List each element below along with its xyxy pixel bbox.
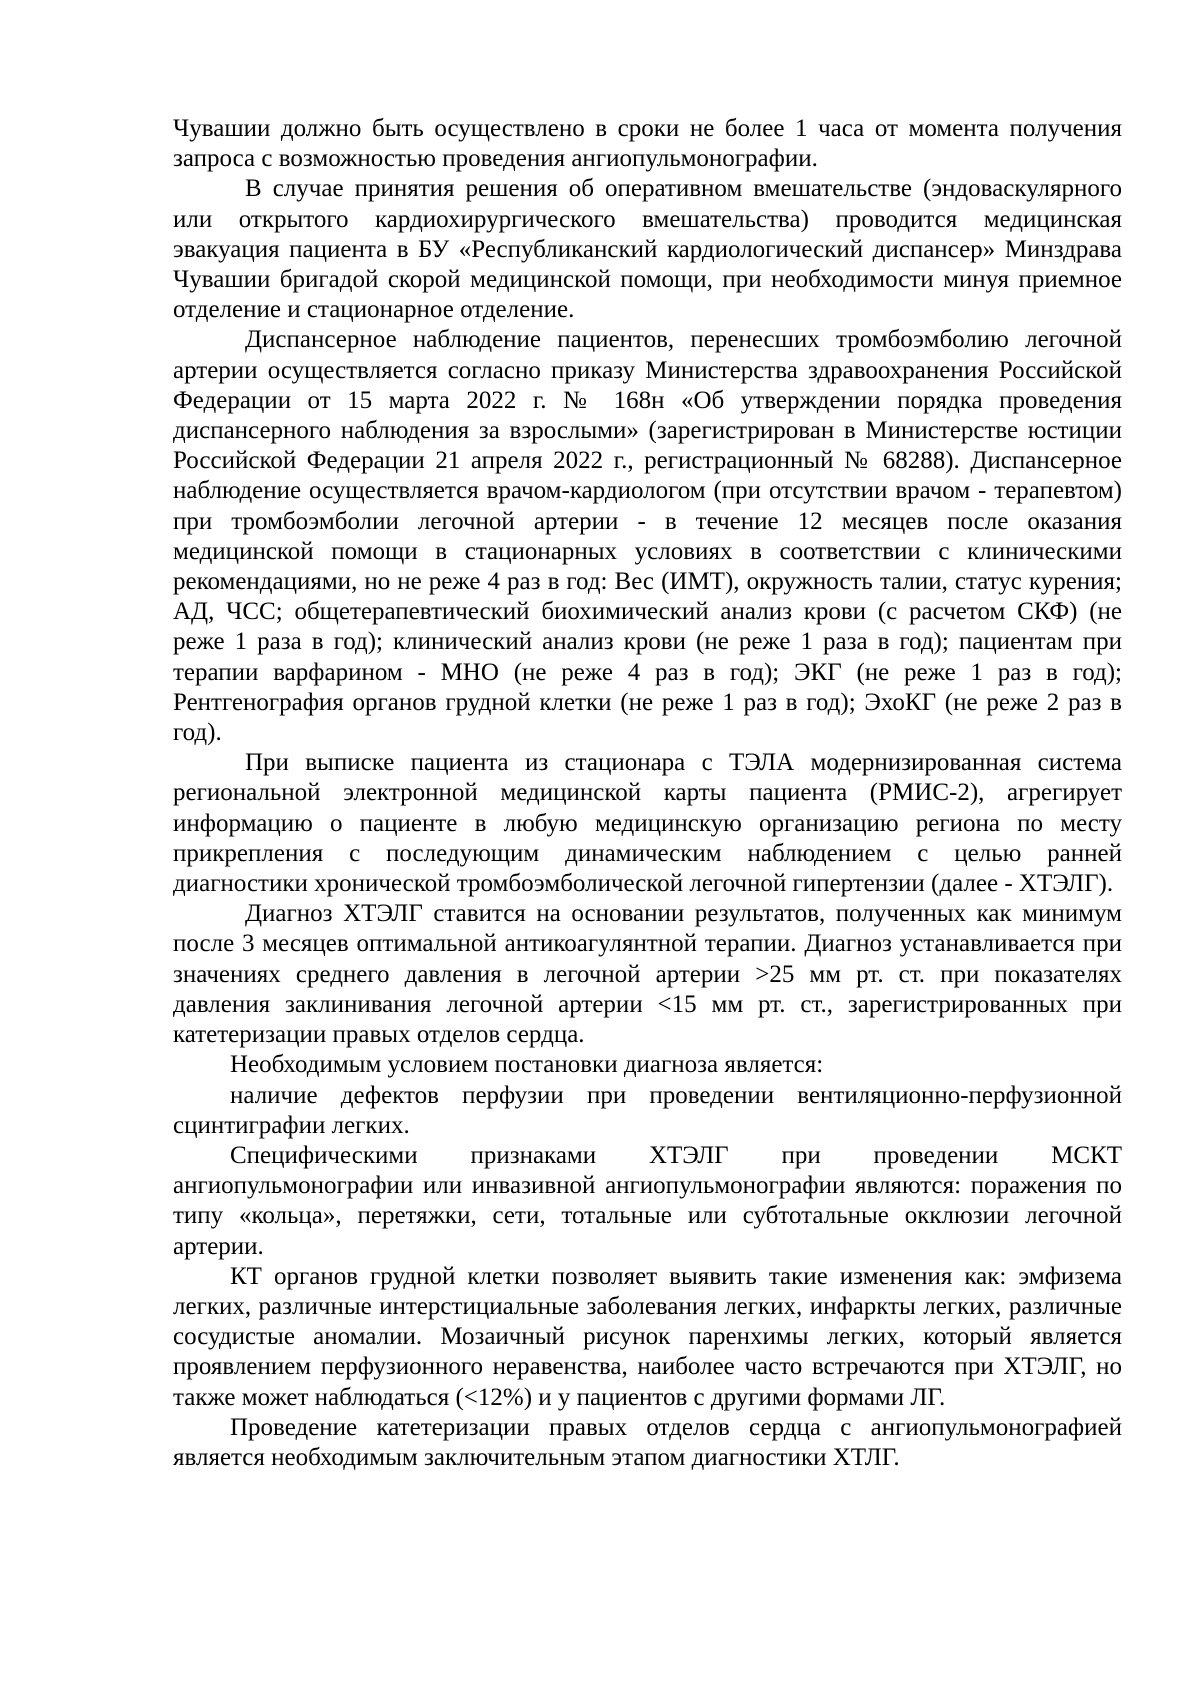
paragraph-3: Диспансерное наблюдение пациентов, перенесших тромбоэмболию легочной артерии осуществляется согласно приказу Министерства здравоохранения Российской Федерации от 15 марта 2022 г. № 168н «Об утверждении порядка проведения диспансерного наблюдения за взрослыми» (зарегистрирован в Министерстве юстиции Российской Федерации 21 апреля 2022 г., регистрационный № 68288). Диспансерное наблюдение осуществляется врачом-кардиологом (при отсутствии врачом - терапевтом) при тромбоэмболии легочной артерии - в течение 12 месяцев после оказания медицинской помощи в стационарных условиях в соответствии с клиническими рекомендациями, но не реже 4 раз в год: Вес (ИМТ), окружность талии, статус курения; АД, ЧСС; общетерапевтический биохимический анализ крови (с расчетом СКФ) (не реже 1 раза в год); клинический анализ крови (не реже 1 раза в год); пациентам при терапии варфарином - МНО (не реже 4 раз в год); ЭКГ (не реже 1 раз в год); Рентгенография органов грудной клетки (не реже 1 раз в год); ЭхоКГ (не реже 2 раз в год). bbox=[173, 326, 1122, 747]
paragraph-5: Диагноз ХТЭЛГ ставится на основании результатов, полученных как минимум после 3 месяцев оптимальной антикоагулянтной терапии. Диагноз устанавливается при значениях среднего давления в легочной артерии >25 мм рт. ст. при показателях давления заклинивания легочной артерии <15 мм рт. ст., зарегистрированных при катетеризации правых отделов сердца. bbox=[173, 900, 1122, 1049]
paragraph-1: Чувашии должно быть осуществлено в сроки не более 1 часа от момента получения запроса с возможностью проведения ангиопульмонографии. bbox=[173, 115, 1122, 173]
paragraph-4: При выписке пациента из стационара с ТЭЛА модернизированная система региональной электронной медицинской карты пациента (РМИС-2), агрегирует информацию о пациенте в любую медицинскую организацию региона по месту прикрепления с последующим динамическим наблюдением с целью ранней диагностики хронической тромбоэмболической легочной гипертензии (далее - ХТЭЛГ). bbox=[173, 749, 1122, 898]
paragraph-7: наличие дефектов перфузии при проведении вентиляционно-перфузионной сцинтиграфии легких. bbox=[173, 1081, 1122, 1139]
paragraph-2: В случае принятия решения об оперативном вмешательстве (эндоваскулярного или открытого кардиохирургического вмешательства) проводится медицинская эвакуация пациента в БУ «Республиканский кардиологический диспансер» Минздрава Чувашии бригадой скорой медицинской помощи, при необходимости минуя приемное отделение и стационарное отделение. bbox=[173, 175, 1122, 324]
paragraph-9: КТ органов грудной клетки позволяет выявить такие изменения как: эмфизема легких, различные интерстициальные заболевания легких, инфаркты легких, различные сосудистые аномалии. Мозаичный рисунок паренхимы легких, который является проявлением перфузионного неравенства, наиболее часто встречаются при ХТЭЛГ, но также может наблюдаться (<12%) и у пациентов с другими формами ЛГ. bbox=[173, 1262, 1122, 1411]
paragraph-10: Проведение катетеризации правых отделов сердца с ангиопульмонографией является необходимым заключительным этапом диагностики ХТЛГ. bbox=[173, 1413, 1122, 1471]
paragraph-8: Специфическими признаками ХТЭЛГ при проведении МСКТ ангиопульмонографии или инвазивной ангиопульмонографии являются: поражения по типу «кольца», перетяжки, сети, тотальные или субтотальные окклюзии легочной артерии. bbox=[173, 1141, 1122, 1260]
paragraph-6: Необходимым условием постановки диагноза является: bbox=[230, 1051, 824, 1079]
document-page bbox=[173, 114, 1122, 1473]
